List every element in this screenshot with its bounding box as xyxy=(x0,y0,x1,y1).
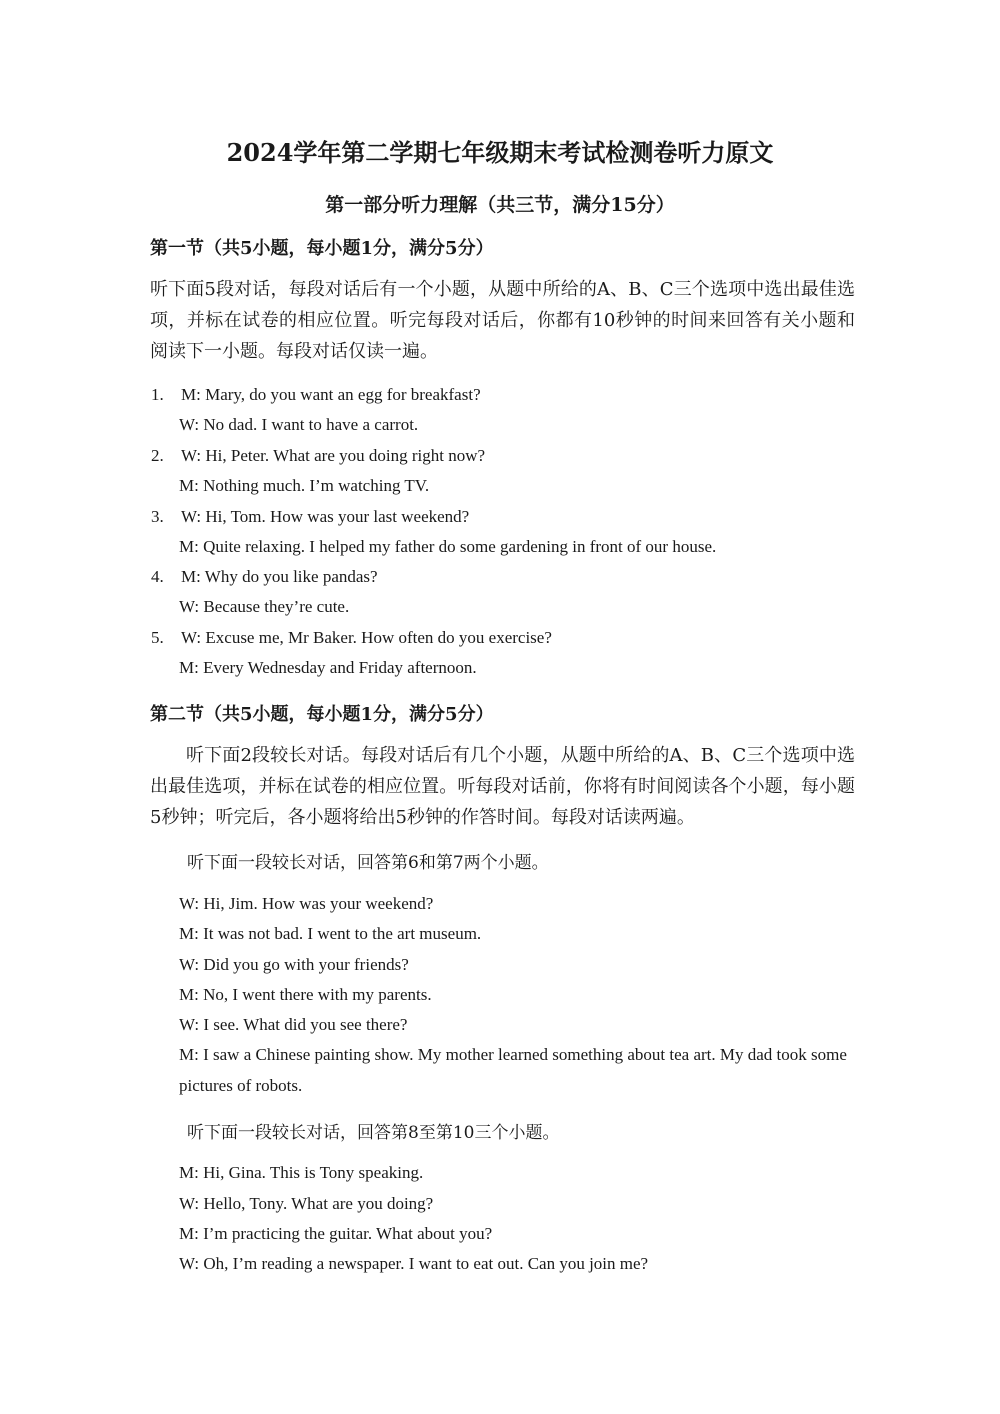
dialogue-line: M: I saw a Chinese painting show. My mother learned something about tea art. My dad took some pictures of robots. xyxy=(179,1045,847,1095)
item-number: 3. xyxy=(151,507,164,526)
dialogue2-intro: 听下面一段较长对话，回答第8至第10三个小题。 xyxy=(187,1123,560,1143)
dialogue-line: W: I see. What did you see there? xyxy=(179,1015,408,1034)
dialogue-line: W: Hello, Tony. What are you doing? xyxy=(179,1194,434,1213)
dialogue-line: W: Because they’re cute. xyxy=(179,597,350,616)
dialogue-line: W: Excuse me, Mr Baker. How often do you exercise? xyxy=(181,628,552,647)
item-number: 1. xyxy=(151,385,164,404)
dialogue-line: M: It was not bad. I went to the art museum. xyxy=(179,924,482,943)
dialogue-line: W: Hi, Peter. What are you doing right now? xyxy=(181,446,486,465)
dialogue-line: W: Oh, I’m reading a newspaper. I want to eat out. Can you join me? xyxy=(179,1254,649,1273)
item-number: 2. xyxy=(151,446,164,465)
item-number: 5. xyxy=(151,628,164,647)
dialogue-line: M: No, I went there with my parents. xyxy=(179,985,432,1004)
dialogue-line: W: Hi, Jim. How was your weekend? xyxy=(179,894,434,913)
dialogue-line: W: No dad. I want to have a carrot. xyxy=(179,415,419,434)
section1-instructions: 听下面5段对话，每段对话后有一个小题，从题中所给的A、B、C三个选项中选出最佳选项，并标在试卷的相应位置。听完每段对话后，你都有10秒钟的时间来回答有关小题和阅读下一小题。每段对话仅读一遍。 xyxy=(150,279,855,362)
section2-instructions: 听下面2段较长对话。每段对话后有几个小题，从题中所给的A、B、C三个选项中选出最佳选项，并标在试卷的相应位置。听每段对话前，你将有时间阅读各个小题，每小题5秒钟；听完后，各小题将给出5秒钟的作答时间。每段对话读两遍。 xyxy=(150,745,855,828)
dialogue-line: M: Hi, Gina. This is Tony speaking. xyxy=(179,1163,424,1182)
dialogue-line: M: Quite relaxing. I helped my father do some gardening in front of our house. xyxy=(179,537,717,556)
dialogue-line: M: I’m practicing the guitar. What about you? xyxy=(179,1224,493,1243)
dialogue-line: M: Why do you like pandas? xyxy=(181,567,378,586)
dialogue1-intro: 听下面一段较长对话，回答第6和第7两个小题。 xyxy=(187,853,549,873)
dialogue-line: M: Nothing much. I’m watching TV. xyxy=(179,476,430,495)
item-number: 4. xyxy=(151,567,164,586)
page-title: 2024学年第二学期七年级期末考试检测卷听力原文 xyxy=(226,138,774,167)
section2-heading: 第二节（共5小题，每小题1分，满分5分） xyxy=(150,704,494,725)
dialogue-line: W: Hi, Tom. How was your last weekend? xyxy=(181,507,470,526)
section1-heading: 第一节（共5小题，每小题1分，满分5分） xyxy=(150,238,494,259)
dialogue-line: M: Every Wednesday and Friday afternoon. xyxy=(179,658,477,677)
dialogue-line: M: Mary, do you want an egg for breakfast? xyxy=(181,385,481,404)
part1-heading: 第一部分听力理解（共三节，满分15分） xyxy=(325,194,675,216)
dialogue-line: W: Did you go with your friends? xyxy=(179,955,409,974)
